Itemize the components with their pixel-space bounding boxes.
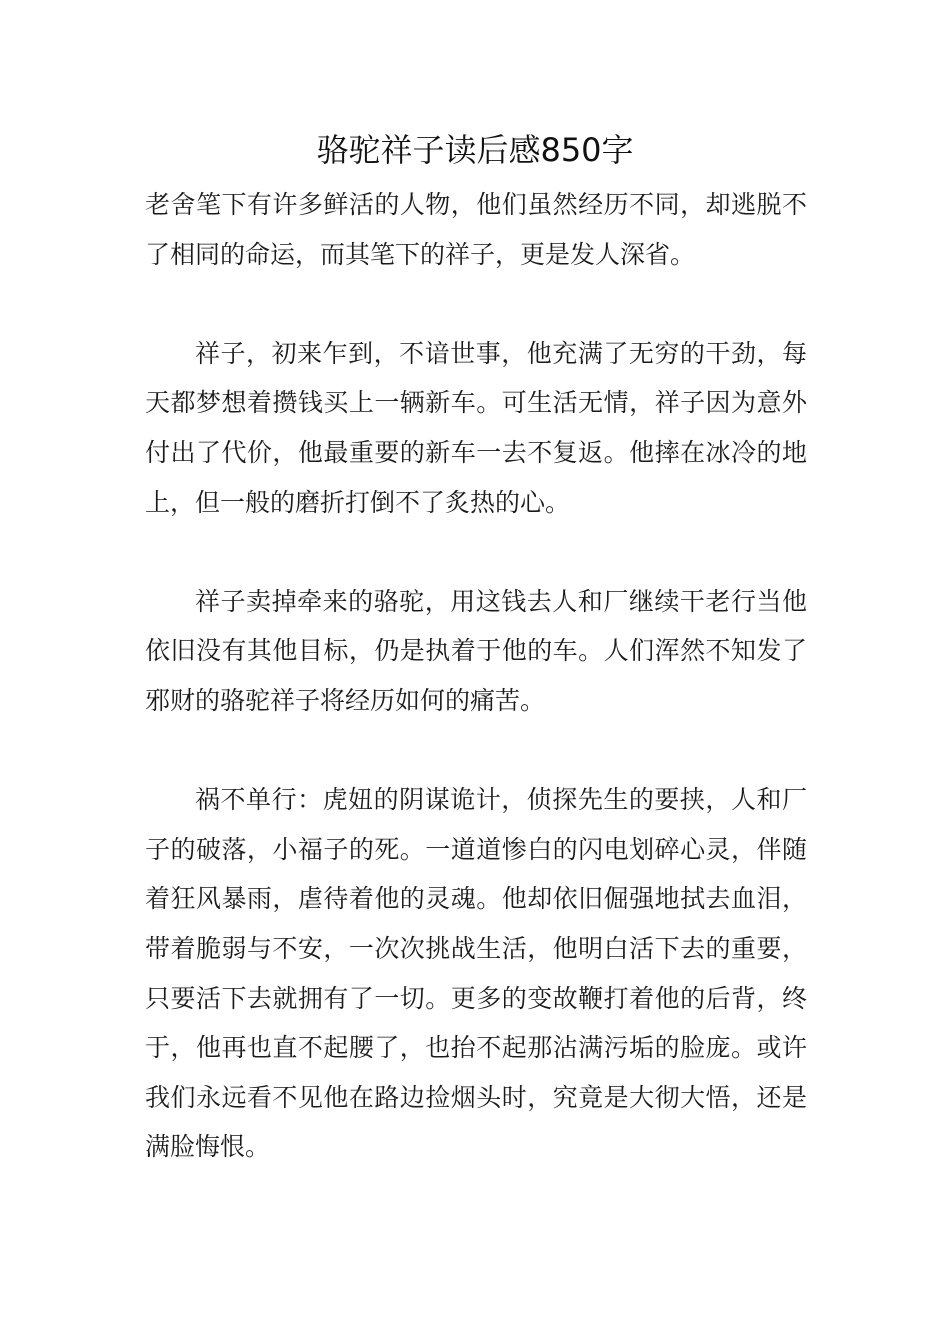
document-title: 骆驼祥子读后感850字 — [316, 131, 634, 169]
document-body — [145, 180, 807, 1221]
paragraph-intro: 老舍笔下有许多鲜活的人物，他们虽然经历不同，却逃脱不了相同的命运，而其笔下的祥子，更是发人深省。 — [145, 190, 807, 269]
paragraph-misfortunes: 祸不单行：虎妞的阴谋诡计，侦探先生的要挟，人和厂子的破落，小福子的死。一道道惨白的闪电划碎心灵，伴随着狂风暴雨，虐待着他的灵魂。他却依旧倔强地拭去血泪，带着脆弱与不安，一次次挑战生活，他明白活下去的重要，只要活下去就拥有了一切。更多的变故鞭打着他的后背，终于，他再也直不起腰了，也抬不起那沾满污垢的脸庞。或许我们永远看不见他在路边捡烟头时，究竟是大彻大悟，还是满脸悔恨。 — [145, 785, 807, 1162]
paragraph-camels: 祥子卖掉牵来的骆驼，用这钱去人和厂继续干老行当他依旧没有其他目标，仍是执着于他的车。人们浑然不知发了邪财的骆驼祥子将经历如何的痛苦。 — [145, 586, 807, 715]
paragraph-new-car: 祥子，初来乍到，不谙世事，他充满了无穷的干劲，每天都梦想着攒钱买上一辆新车。可生活无情，祥子因为意外付出了代价，他最重要的新车一去不复返。他摔在冰冷的地上，但一般的磨折打倒不了炙热的心。 — [145, 338, 807, 517]
